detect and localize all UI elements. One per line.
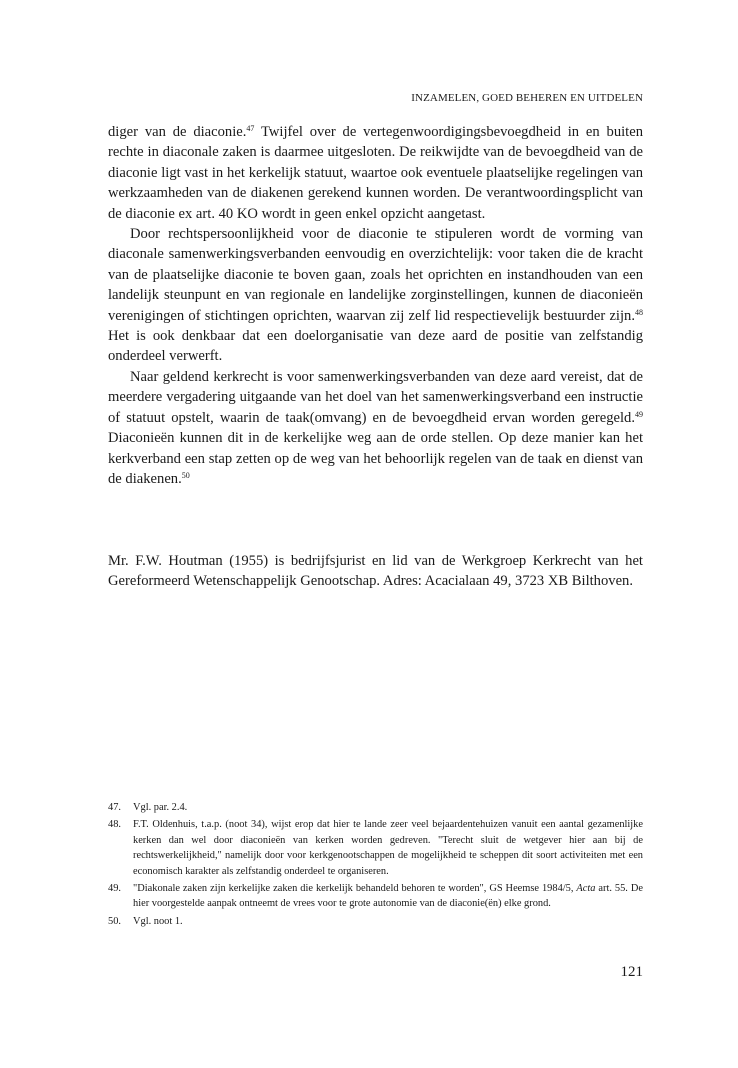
footnote-text: Vgl. noot 1.: [133, 915, 183, 927]
paragraph-3-text-a: Naar geldend kerkrecht is voor samenwerkingsverbanden van deze aard vereist, dat de meerdere vergadering uitgaande van het doel van het samenwerkingsverband een instructie of statuut opstelt, waarin de taak(omvang) en de bevoegdheid ervan worden geregeld.: [108, 368, 643, 426]
page-number: 121: [620, 964, 643, 980]
footnote-text-part-a: "Diakonale zaken zijn kerkelijke zaken die kerkelijk behandeld behoren te worden", GS Heemse 1984/5,: [133, 883, 577, 895]
footnotes: [108, 800, 643, 931]
footnote-text-italic: Acta: [576, 883, 596, 895]
paragraph-2-text-b: Het is ook denkbaar dat een doelorganisatie van deze aard de positie van zelfstandig onderdeel verwerft.: [108, 328, 643, 365]
footnote-47: [108, 800, 643, 815]
footnote-number: 48.: [108, 819, 121, 831]
footnote-ref-49[interactable]: 49: [635, 409, 643, 419]
footnote-text: [133, 881, 643, 912]
footnote-text-part-b: art. 55. De hier voorgestelde aanpak ontneemt de vrees voor te grote autonomie van de diaconie(ën) elke grond.: [133, 883, 643, 910]
footnote-48: [108, 817, 643, 879]
paragraph-2: [108, 224, 643, 367]
paragraph-3: [108, 367, 643, 489]
footnote-ref-47[interactable]: 47: [246, 124, 255, 133]
paragraph-2-text-a: Door rechtspersoonlijkheid voor de diaconie te stipuleren wordt de vorming van diaconale samenwerkingsverbanden eenvoudig en overzichtelijk: voor taken die de kracht van de plaatselijke diaconie te boven gaan, zoals het oprichten en instandhouden van een landelijk steunpunt en van regionale en landelijke zorginstellingen, kunnen de diaconieën verenigingen of stichtingen oprichten, waarvan zij zelf lid respectievelijk bestuurder zijn.: [108, 226, 643, 324]
footnote-50: [108, 914, 643, 929]
running-header: INZAMELEN, GOED BEHEREN EN UITDELEN: [411, 92, 643, 104]
body-text: [108, 122, 643, 489]
footnote-ref-50[interactable]: 50: [181, 470, 190, 480]
footnote-number: 50.: [108, 915, 121, 927]
footnote-text: F.T. Oldenhuis, t.a.p. (noot 34), wijst erop dat hier te lande zeer veel bejaardentehuizen vanuit een aantal gezamenlijke kerken dan wel door diaconieën van kerken worden gedreven. "Terecht sluit de wetgever hier aan bij de rechtswerkelijkheid," namelijk door voor kerkgenootschappen de mogelijkheid te scheppen dit soort activiteiten met een economisch karakter als zelfstandig onderdeel te organiseren.: [133, 819, 643, 877]
footnote-ref-48[interactable]: 48: [635, 307, 643, 317]
footnote-number: 47.: [108, 802, 121, 813]
paragraph-3-text-b: Diaconieën kunnen dit in de kerkelijke weg aan de orde stellen. Op deze manier kan het kerkverband een stap zetten op de weg van het behoorlijk regelen van de taak en dienst van de diakenen.: [108, 430, 643, 487]
paragraph-1: [108, 122, 643, 224]
footnote-49: [108, 881, 643, 912]
footnote-text: Vgl. par. 2.4.: [133, 802, 188, 813]
author-note: Mr. F.W. Houtman (1955) is bedrijfsjurist en lid van de Werkgroep Kerkrecht van het Gereformeerd Wetenschappelijk Genootschap. Adres: Acacialaan 49, 3723 XB Bilthoven.: [108, 553, 643, 590]
footnote-number: 49.: [108, 883, 121, 895]
paragraph-1-text-a: diger van de diaconie.: [108, 124, 247, 140]
paragraph-1-text-b: Twijfel over de vertegenwoordigingsbevoegdheid in en buiten rechte in diaconale zaken is daarmee uitgesloten. De reikwijdte van de bevoegdheid van de diaconie ligt vast in het kerkelijk statuut, waartoe ook eventuele plaatselijke regelingen van werkzaamheden van de diakenen gerekend kunnen worden. De verantwoordingsplicht van de diaconie ex art. 40 KO wordt in geen enkel opzicht aangetast.: [108, 124, 644, 222]
